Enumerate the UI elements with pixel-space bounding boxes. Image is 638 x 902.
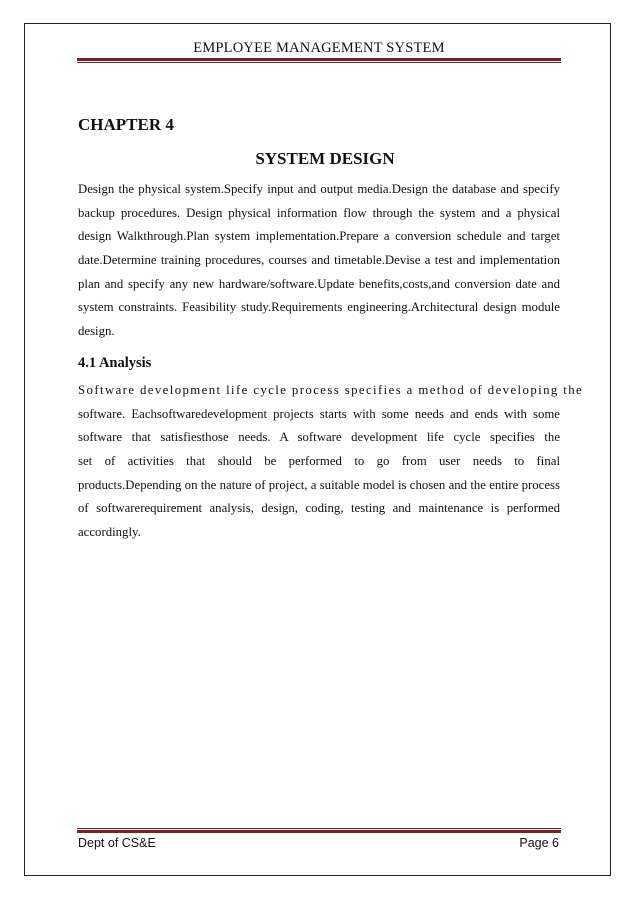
analysis-line: Software development life cycle process specifies a method of developing the [78,383,584,397]
analysis-line: software. Eachsoftwaredevelopment projects starts with some needs and ends with some [78,406,560,421]
intro-line: design Walkthrough.Plan system implementation.Prepare a conversion schedule and target [78,229,560,244]
intro-paragraph [78,178,560,344]
analysis-line: software that satisfiesthose needs. A software development life cycle specifies the [78,430,560,445]
chapter-title: SYSTEM DESIGN [255,149,395,168]
analysis-line: of softwarerequirement analysis, design, coding, testing and maintenance is performed [78,501,560,516]
intro-line: system constraints. Feasibility study.Requirements engineering.Architectural design module [78,300,560,315]
analysis-line: accordingly. [78,525,141,540]
analysis-line: set of activities that should be performed to go from user needs to final [78,454,560,469]
chapter-label: CHAPTER 4 [78,115,174,134]
section-heading: 4.1 Analysis [78,355,152,371]
footer-department: Dept of CS&E [78,836,156,850]
analysis-line: products.Depending on the nature of project, a suitable model is chosen and the entire process [78,477,560,492]
intro-line: date.Determine training procedures, courses and timetable.Devise a test and implementation [78,253,560,268]
footer-rule [77,828,561,833]
intro-line: Design the physical system.Specify input and output media.Design the database and specify [78,182,560,196]
running-header: EMPLOYEE MANAGEMENT SYSTEM [193,40,445,56]
analysis-paragraph [78,379,584,545]
intro-line: backup procedures. Design physical information flow through the system and a physical [78,205,560,220]
intro-line: plan and specify any new hardware/software.Update benefits,costs,and conversion date and [78,276,560,291]
header-rule [77,58,561,63]
intro-line: design. [78,324,115,339]
footer-page-number: Page 6 [519,836,559,850]
